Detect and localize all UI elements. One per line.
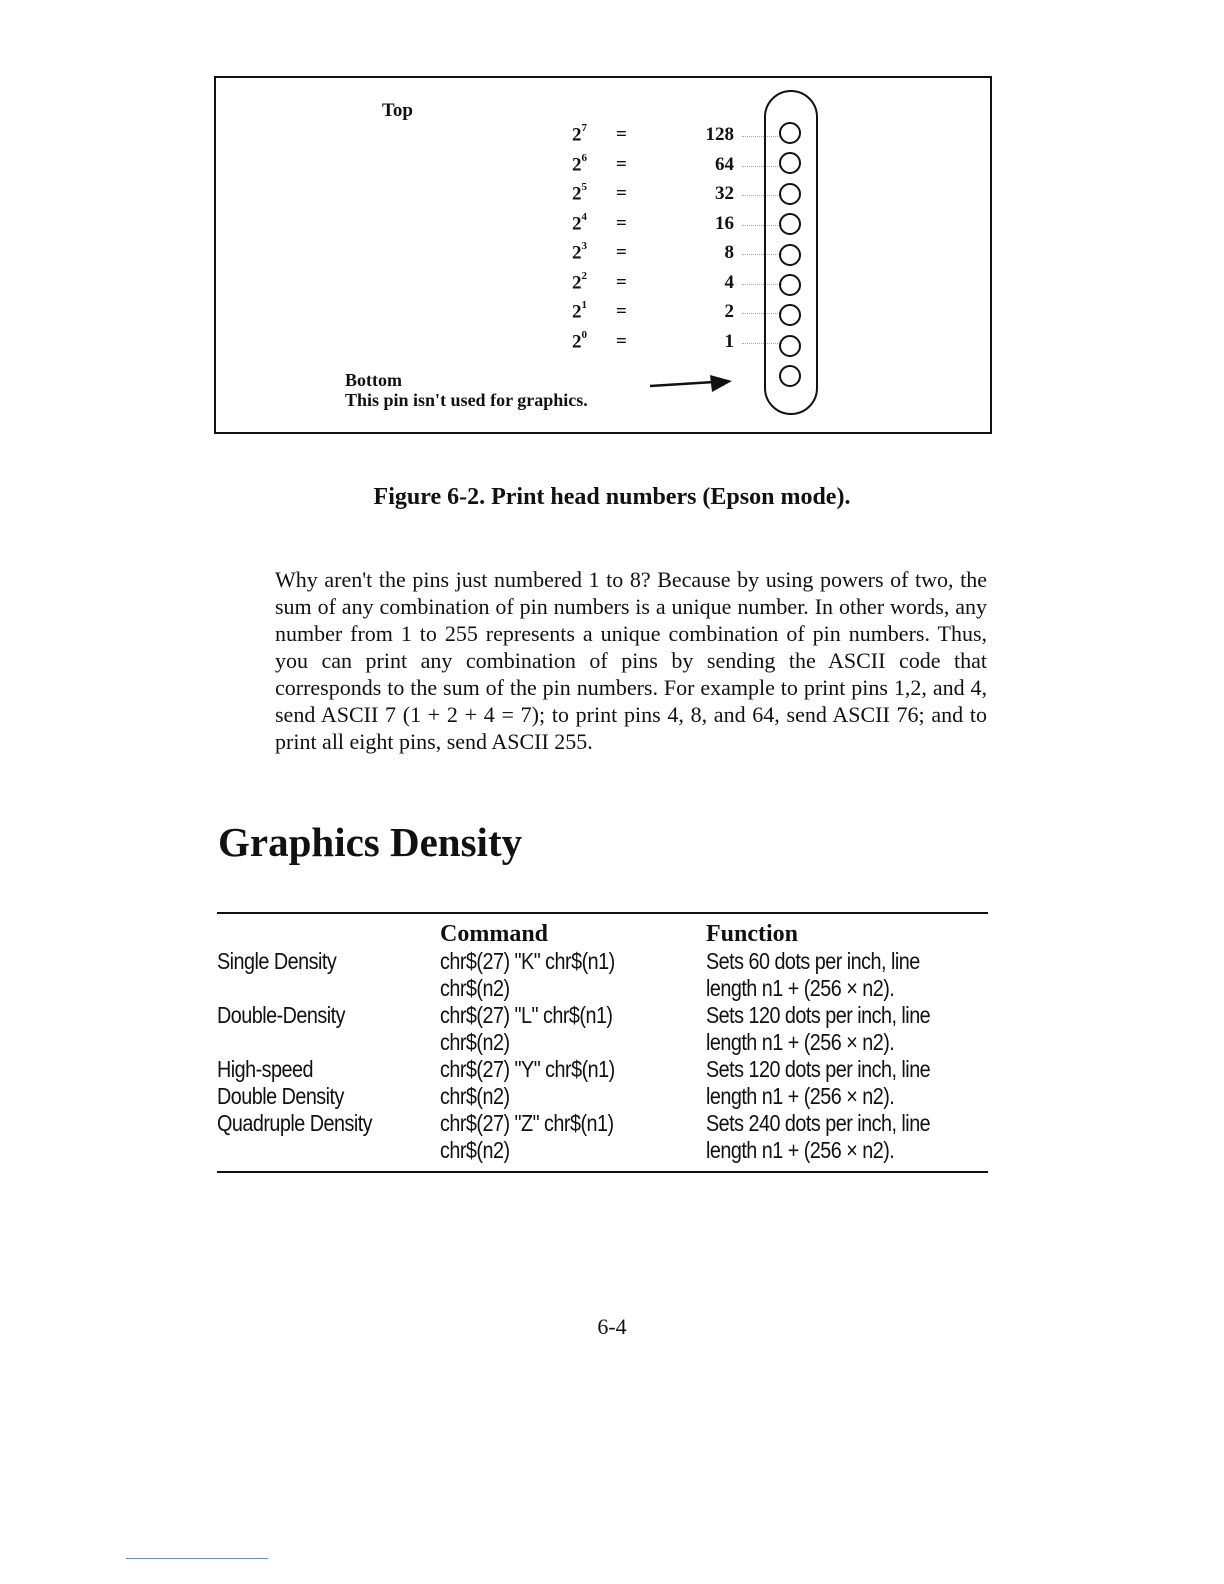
power-expression: $2^2$	[572, 270, 587, 294]
power-expression: $2^1$	[572, 299, 587, 323]
pin-value: 16	[715, 213, 734, 234]
pin-circle	[779, 122, 801, 144]
table-cell-name: Double-Density	[217, 1002, 346, 1028]
table-cell-command: chr$(n2)	[440, 1137, 510, 1163]
power-expression: $2^6$	[572, 152, 587, 176]
equals-sign: =	[616, 183, 627, 204]
pin-circle	[779, 213, 801, 235]
equals-sign: =	[616, 213, 627, 234]
exponent: 1	[581, 299, 587, 311]
pin-value: 2	[724, 301, 734, 322]
figure-caption: Figure 6-2. Print head numbers (Epson mode).	[373, 484, 851, 510]
pin-circle	[779, 304, 801, 326]
pin-circle	[779, 244, 801, 266]
pin-circle	[779, 152, 801, 174]
pin-value: 128	[705, 124, 734, 145]
power-expression: $2^0$	[572, 329, 587, 353]
table-cell-function: length n1 + (256 × n2).	[706, 975, 895, 1001]
table-cell-function: length n1 + (256 × n2).	[706, 1083, 895, 1109]
table-top-rule	[217, 912, 988, 914]
table-cell-function: length n1 + (256 × n2).	[706, 1029, 895, 1055]
pin-circle	[779, 335, 801, 357]
table-cell-function: Sets 240 dots per inch, line	[706, 1110, 931, 1136]
pin-value: 64	[715, 154, 734, 175]
exponent: 7	[581, 122, 587, 134]
arrow-icon	[648, 372, 734, 396]
table-cell-command: chr$(n2)	[440, 1083, 510, 1109]
figure-frame	[214, 76, 992, 434]
table-header-command: Command	[440, 921, 549, 947]
section-heading: Graphics Density	[218, 819, 523, 865]
table-cell-command: chr$(n2)	[440, 975, 510, 1001]
body-paragraph: Why aren't the pins just numbered 1 to 8? Because by using powers of two, the sum of any combination of pin numbers is a unique number. In other words, any number from 1 to 255 represents a unique combination of pin numbers. Thus, you can print any combination of pins by sending the ASCII code that corresponds to the sum of the pin numbers. For example to print pins 1,2, and 4, send ASCII 7 (1 + 2 + 4 = 7); to print pins 4, 8, and 64, send ASCII 76; and to print all eight pins, send ASCII 255.	[275, 567, 987, 754]
equals-sign: =	[616, 124, 627, 145]
equals-sign: =	[616, 272, 627, 293]
table-header-function: Function	[706, 921, 799, 947]
exponent: 2	[581, 270, 587, 282]
equals-sign: =	[616, 301, 627, 322]
pin-value: 4	[724, 272, 734, 293]
unused-pin-note: This pin isn't used for graphics.	[345, 390, 588, 410]
table-cell-command: chr$(27) "Z" chr$(n1)	[440, 1110, 614, 1136]
exponent: 0	[581, 329, 587, 341]
table-cell-function: Sets 60 dots per inch, line	[706, 948, 920, 974]
exponent: 6	[581, 152, 587, 164]
table-bottom-rule	[217, 1171, 988, 1173]
table-cell-name: Double Density	[217, 1083, 344, 1109]
power-expression: $2^4$	[572, 211, 587, 235]
exponent: 3	[581, 240, 587, 252]
unused-pin-circle	[779, 365, 801, 387]
table-cell-command: chr$(27) "Y" chr$(n1)	[440, 1056, 615, 1082]
equals-sign: =	[616, 154, 627, 175]
power-expression: $2^5$	[572, 181, 587, 205]
pin-value: 1	[724, 331, 734, 352]
exponent: 5	[581, 181, 587, 193]
exponent: 4	[581, 211, 587, 223]
table-cell-name: High-speed	[217, 1056, 314, 1082]
pin-value: 8	[724, 242, 734, 263]
table-cell-function: Sets 120 dots per inch, line	[706, 1056, 931, 1082]
table-cell-function: length n1 + (256 × n2).	[706, 1137, 895, 1163]
page-number: 6-4	[597, 1314, 627, 1339]
table-cell-command: chr$(n2)	[440, 1029, 510, 1055]
equals-sign: =	[616, 242, 627, 263]
pin-value: 32	[715, 183, 734, 204]
power-expression: $2^7$	[572, 122, 587, 146]
equals-sign: =	[616, 331, 627, 352]
table-cell-name: Quadruple Density	[217, 1110, 373, 1136]
pin-circle	[779, 183, 801, 205]
table-cell-command: chr$(27) "K" chr$(n1)	[440, 948, 615, 974]
power-expression: $2^3$	[572, 240, 587, 264]
bottom-label: Bottom	[345, 370, 402, 390]
table-cell-command: chr$(27) "L" chr$(n1)	[440, 1002, 613, 1028]
footer-rule	[126, 1558, 268, 1559]
top-label: Top	[382, 100, 413, 121]
table-cell-name: Single Density	[217, 948, 337, 974]
table-cell-function: Sets 120 dots per inch, line	[706, 1002, 931, 1028]
pin-circle	[779, 274, 801, 296]
